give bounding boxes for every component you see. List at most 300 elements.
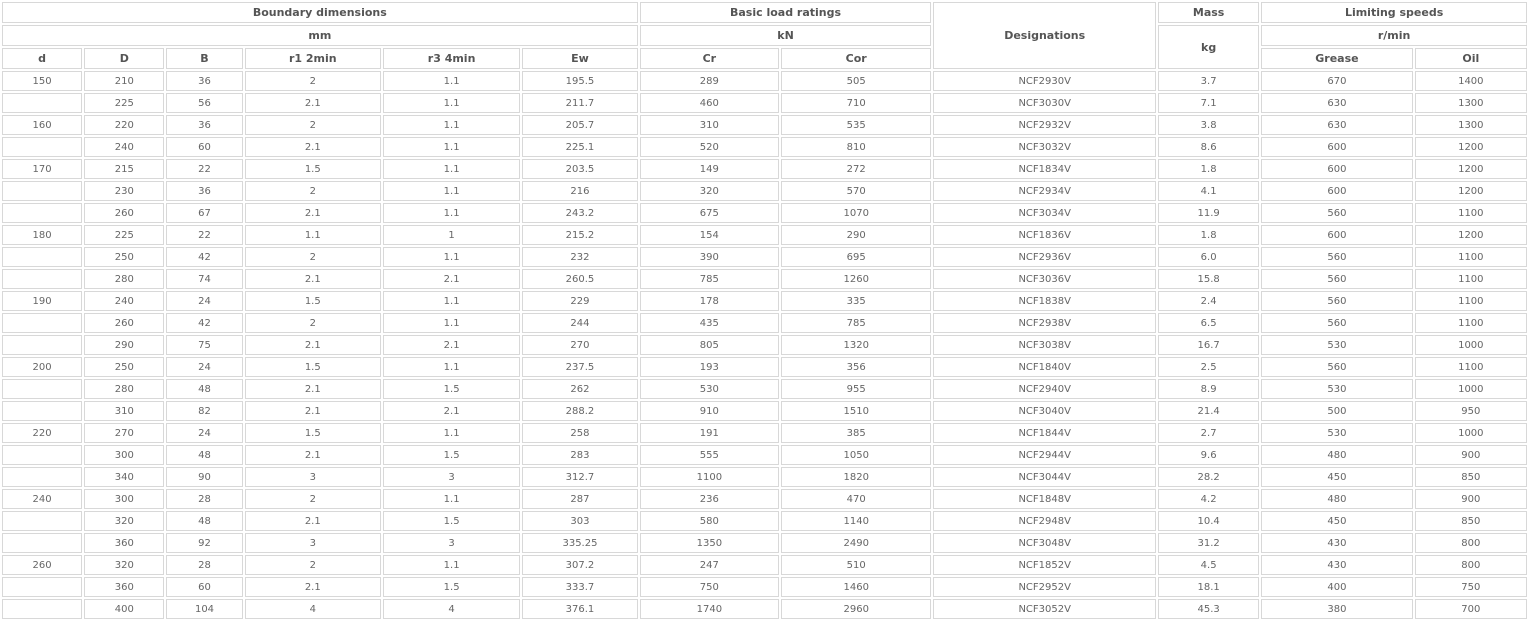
cell-oil: 800: [1415, 555, 1527, 575]
table-row: [2, 115, 1527, 135]
header-row-groups: [2, 2, 1527, 23]
cell-grease: 530: [1261, 423, 1412, 443]
cell-ew: 376.1: [522, 599, 637, 619]
cell-cor: 1260: [781, 269, 931, 289]
cell-d: 200: [2, 357, 82, 377]
cell-r1: 2: [245, 247, 381, 267]
cell-d: [2, 181, 82, 201]
cell-grease: 480: [1261, 445, 1412, 465]
table-row: [2, 489, 1527, 509]
cell-cr: 460: [640, 93, 779, 113]
cell-cor: 356: [781, 357, 931, 377]
cell-mass: 10.4: [1158, 511, 1259, 531]
table-row: [2, 93, 1527, 113]
table-row: [2, 181, 1527, 201]
cell-cor: 810: [781, 137, 931, 157]
cell-outer-d: 340: [84, 467, 164, 487]
cell-r3: 1.1: [383, 93, 520, 113]
cell-mass: 18.1: [1158, 577, 1259, 597]
cell-r3: 1.1: [383, 137, 520, 157]
cell-cor: 1140: [781, 511, 931, 531]
cell-ew: 270: [522, 335, 637, 355]
cell-oil: 1100: [1415, 247, 1527, 267]
cell-cr: 555: [640, 445, 779, 465]
cell-mass: 4.2: [1158, 489, 1259, 509]
column-header-ew: Ew: [522, 48, 637, 69]
cell-designation: NCF1836V: [933, 225, 1156, 245]
cell-r3: 1.5: [383, 577, 520, 597]
cell-grease: 530: [1261, 335, 1412, 355]
cell-oil: 1000: [1415, 379, 1527, 399]
cell-outer-d: 250: [84, 247, 164, 267]
cell-outer-d: 310: [84, 401, 164, 421]
cell-mass: 2.5: [1158, 357, 1259, 377]
cell-mass: 6.0: [1158, 247, 1259, 267]
cell-outer-d: 280: [84, 379, 164, 399]
cell-cr: 675: [640, 203, 779, 223]
cell-grease: 600: [1261, 225, 1412, 245]
cell-oil: 1000: [1415, 335, 1527, 355]
cell-b: 22: [166, 159, 242, 179]
cell-ew: 283: [522, 445, 637, 465]
cell-cr: 580: [640, 511, 779, 531]
cell-grease: 430: [1261, 555, 1412, 575]
cell-grease: 560: [1261, 291, 1412, 311]
cell-designation: NCF2932V: [933, 115, 1156, 135]
cell-d: [2, 511, 82, 531]
cell-r1: 2: [245, 71, 381, 91]
cell-oil: 1000: [1415, 423, 1527, 443]
cell-cor: 510: [781, 555, 931, 575]
cell-oil: 1100: [1415, 269, 1527, 289]
header-mass: Mass: [1158, 2, 1259, 23]
header-designations: Designations: [933, 2, 1156, 69]
cell-oil: 900: [1415, 445, 1527, 465]
cell-outer-d: 260: [84, 203, 164, 223]
cell-outer-d: 400: [84, 599, 164, 619]
cell-r1: 2.1: [245, 93, 381, 113]
cell-mass: 16.7: [1158, 335, 1259, 355]
cell-d: 260: [2, 555, 82, 575]
table-row: [2, 445, 1527, 465]
header-unit-mm: mm: [2, 25, 638, 46]
cell-oil: 800: [1415, 533, 1527, 553]
cell-ew: 237.5: [522, 357, 637, 377]
cell-mass: 11.9: [1158, 203, 1259, 223]
cell-d: [2, 599, 82, 619]
cell-d: [2, 269, 82, 289]
cell-mass: 9.6: [1158, 445, 1259, 465]
cell-outer-d: 230: [84, 181, 164, 201]
cell-ew: 303: [522, 511, 637, 531]
table-row: [2, 533, 1527, 553]
cell-b: 75: [166, 335, 242, 355]
cell-mass: 15.8: [1158, 269, 1259, 289]
table-row: [2, 247, 1527, 267]
cell-cor: 785: [781, 313, 931, 333]
cell-grease: 560: [1261, 357, 1412, 377]
cell-r3: 1.1: [383, 291, 520, 311]
cell-r3: 1.5: [383, 379, 520, 399]
cell-cr: 289: [640, 71, 779, 91]
cell-ew: 244: [522, 313, 637, 333]
cell-oil: 750: [1415, 577, 1527, 597]
column-header-grease: Grease: [1261, 48, 1412, 69]
cell-b: 48: [166, 379, 242, 399]
cell-outer-d: 240: [84, 291, 164, 311]
cell-mass: 4.5: [1158, 555, 1259, 575]
cell-outer-d: 220: [84, 115, 164, 135]
cell-grease: 600: [1261, 137, 1412, 157]
cell-r1: 1.5: [245, 159, 381, 179]
cell-cor: 505: [781, 71, 931, 91]
table-row: [2, 203, 1527, 223]
cell-r1: 1.5: [245, 357, 381, 377]
cell-d: [2, 247, 82, 267]
cell-cr: 750: [640, 577, 779, 597]
cell-oil: 850: [1415, 467, 1527, 487]
cell-d: [2, 467, 82, 487]
cell-designation: NCF3038V: [933, 335, 1156, 355]
cell-ew: 205.7: [522, 115, 637, 135]
cell-oil: 900: [1415, 489, 1527, 509]
header-basic-load-ratings: Basic load ratings: [640, 2, 932, 23]
cell-r3: 1.1: [383, 247, 520, 267]
column-header-oil: Oil: [1415, 48, 1527, 69]
cell-grease: 600: [1261, 159, 1412, 179]
cell-oil: 1200: [1415, 137, 1527, 157]
header-limiting-speeds: Limiting speeds: [1261, 2, 1527, 23]
cell-cor: 1460: [781, 577, 931, 597]
cell-d: 180: [2, 225, 82, 245]
cell-r3: 3: [383, 467, 520, 487]
cell-outer-d: 320: [84, 511, 164, 531]
cell-designation: NCF1834V: [933, 159, 1156, 179]
cell-r3: 1.1: [383, 181, 520, 201]
cell-designation: NCF2930V: [933, 71, 1156, 91]
cell-r3: 1.1: [383, 423, 520, 443]
header-boundary-dimensions: Boundary dimensions: [2, 2, 638, 23]
cell-oil: 1100: [1415, 203, 1527, 223]
cell-grease: 670: [1261, 71, 1412, 91]
cell-r3: 1: [383, 225, 520, 245]
cell-grease: 500: [1261, 401, 1412, 421]
cell-ew: 288.2: [522, 401, 637, 421]
cell-mass: 4.1: [1158, 181, 1259, 201]
cell-r3: 1.1: [383, 489, 520, 509]
cell-cr: 1350: [640, 533, 779, 553]
cell-ew: 195.5: [522, 71, 637, 91]
cell-mass: 1.8: [1158, 225, 1259, 245]
cell-mass: 31.2: [1158, 533, 1259, 553]
cell-designation: NCF2938V: [933, 313, 1156, 333]
cell-mass: 21.4: [1158, 401, 1259, 421]
cell-d: 170: [2, 159, 82, 179]
cell-designation: NCF2948V: [933, 511, 1156, 531]
cell-oil: 1100: [1415, 313, 1527, 333]
cell-grease: 400: [1261, 577, 1412, 597]
cell-grease: 630: [1261, 93, 1412, 113]
cell-cr: 154: [640, 225, 779, 245]
table-row: [2, 335, 1527, 355]
cell-r3: 2.1: [383, 335, 520, 355]
cell-d: [2, 93, 82, 113]
cell-cr: 178: [640, 291, 779, 311]
table-row: [2, 71, 1527, 91]
column-header-outer-d: D: [84, 48, 164, 69]
cell-outer-d: 290: [84, 335, 164, 355]
cell-d: [2, 379, 82, 399]
cell-r1: 2: [245, 115, 381, 135]
cell-oil: 1200: [1415, 181, 1527, 201]
column-header-r1: r1 2min: [245, 48, 381, 69]
cell-outer-d: 215: [84, 159, 164, 179]
cell-r3: 1.1: [383, 115, 520, 135]
cell-cr: 1740: [640, 599, 779, 619]
cell-grease: 630: [1261, 115, 1412, 135]
cell-d: [2, 137, 82, 157]
cell-cor: 290: [781, 225, 931, 245]
cell-b: 56: [166, 93, 242, 113]
cell-designation: NCF1848V: [933, 489, 1156, 509]
cell-r3: 1.1: [383, 555, 520, 575]
cell-oil: 1300: [1415, 115, 1527, 135]
cell-cor: 695: [781, 247, 931, 267]
header-row-units: [2, 25, 1527, 46]
cell-cor: 1510: [781, 401, 931, 421]
cell-designation: NCF2952V: [933, 577, 1156, 597]
cell-oil: 1400: [1415, 71, 1527, 91]
cell-grease: 530: [1261, 379, 1412, 399]
cell-grease: 560: [1261, 313, 1412, 333]
cell-r3: 1.1: [383, 159, 520, 179]
cell-r3: 1.1: [383, 203, 520, 223]
cell-r1: 2.1: [245, 577, 381, 597]
table-row: [2, 379, 1527, 399]
table-row: [2, 467, 1527, 487]
cell-d: [2, 533, 82, 553]
cell-b: 24: [166, 423, 242, 443]
cell-mass: 8.9: [1158, 379, 1259, 399]
cell-r3: 2.1: [383, 269, 520, 289]
cell-b: 67: [166, 203, 242, 223]
cell-ew: 287: [522, 489, 637, 509]
cell-r3: 4: [383, 599, 520, 619]
cell-r1: 2.1: [245, 203, 381, 223]
cell-r1: 2.1: [245, 401, 381, 421]
cell-outer-d: 360: [84, 533, 164, 553]
cell-ew: 312.7: [522, 467, 637, 487]
table-row: [2, 225, 1527, 245]
cell-b: 82: [166, 401, 242, 421]
cell-ew: 211.7: [522, 93, 637, 113]
cell-r3: 2.1: [383, 401, 520, 421]
cell-cor: 2960: [781, 599, 931, 619]
cell-mass: 3.7: [1158, 71, 1259, 91]
cell-outer-d: 280: [84, 269, 164, 289]
cell-r1: 4: [245, 599, 381, 619]
header-unit-kn: kN: [640, 25, 932, 46]
cell-ew: 243.2: [522, 203, 637, 223]
cell-outer-d: 225: [84, 225, 164, 245]
column-header-d: d: [2, 48, 82, 69]
cell-r1: 2.1: [245, 269, 381, 289]
cell-cr: 530: [640, 379, 779, 399]
cell-b: 48: [166, 445, 242, 465]
cell-ew: 335.25: [522, 533, 637, 553]
cell-mass: 2.7: [1158, 423, 1259, 443]
table-row: [2, 269, 1527, 289]
cell-outer-d: 250: [84, 357, 164, 377]
cell-designation: NCF2940V: [933, 379, 1156, 399]
table-row: [2, 555, 1527, 575]
cell-mass: 2.4: [1158, 291, 1259, 311]
cell-grease: 560: [1261, 247, 1412, 267]
cell-r1: 2.1: [245, 445, 381, 465]
cell-designation: NCF3048V: [933, 533, 1156, 553]
cell-cor: 1050: [781, 445, 931, 465]
cell-b: 36: [166, 181, 242, 201]
cell-ew: 229: [522, 291, 637, 311]
cell-d: [2, 401, 82, 421]
cell-designation: NCF3034V: [933, 203, 1156, 223]
cell-b: 74: [166, 269, 242, 289]
header-unit-kg: kg: [1158, 25, 1259, 69]
cell-oil: 1100: [1415, 357, 1527, 377]
cell-mass: 8.6: [1158, 137, 1259, 157]
cell-r1: 1.5: [245, 291, 381, 311]
table-row: [2, 577, 1527, 597]
cell-outer-d: 300: [84, 445, 164, 465]
cell-designation: NCF1852V: [933, 555, 1156, 575]
cell-designation: NCF3044V: [933, 467, 1156, 487]
cell-grease: 600: [1261, 181, 1412, 201]
cell-ew: 262: [522, 379, 637, 399]
cell-d: 240: [2, 489, 82, 509]
cell-designation: NCF2936V: [933, 247, 1156, 267]
cell-d: 150: [2, 71, 82, 91]
cell-b: 28: [166, 489, 242, 509]
cell-ew: 260.5: [522, 269, 637, 289]
cell-b: 36: [166, 115, 242, 135]
cell-b: 22: [166, 225, 242, 245]
cell-d: 160: [2, 115, 82, 135]
cell-designation: NCF1844V: [933, 423, 1156, 443]
cell-b: 24: [166, 291, 242, 311]
cell-r3: 1.1: [383, 357, 520, 377]
cell-r3: 1.1: [383, 71, 520, 91]
cell-oil: 850: [1415, 511, 1527, 531]
table-row: [2, 291, 1527, 311]
cell-mass: 6.5: [1158, 313, 1259, 333]
cell-grease: 480: [1261, 489, 1412, 509]
cell-cr: 1100: [640, 467, 779, 487]
cell-designation: NCF1838V: [933, 291, 1156, 311]
cell-ew: 216: [522, 181, 637, 201]
cell-b: 42: [166, 247, 242, 267]
cell-outer-d: 260: [84, 313, 164, 333]
cell-outer-d: 225: [84, 93, 164, 113]
cell-outer-d: 320: [84, 555, 164, 575]
cell-mass: 7.1: [1158, 93, 1259, 113]
cell-d: 190: [2, 291, 82, 311]
table-row: [2, 401, 1527, 421]
cell-cor: 710: [781, 93, 931, 113]
cell-oil: 1200: [1415, 159, 1527, 179]
cell-oil: 1100: [1415, 291, 1527, 311]
cell-b: 60: [166, 137, 242, 157]
cell-ew: 232: [522, 247, 637, 267]
cell-r1: 2.1: [245, 137, 381, 157]
cell-cr: 520: [640, 137, 779, 157]
cell-cr: 247: [640, 555, 779, 575]
cell-oil: 1300: [1415, 93, 1527, 113]
cell-cor: 2490: [781, 533, 931, 553]
cell-designation: NCF3032V: [933, 137, 1156, 157]
cell-r1: 2: [245, 313, 381, 333]
cell-cor: 955: [781, 379, 931, 399]
cell-cor: 1820: [781, 467, 931, 487]
cell-ew: 307.2: [522, 555, 637, 575]
table-row: [2, 357, 1527, 377]
cell-r3: 3: [383, 533, 520, 553]
cell-r1: 2: [245, 181, 381, 201]
cell-outer-d: 240: [84, 137, 164, 157]
cell-outer-d: 210: [84, 71, 164, 91]
cell-r1: 2.1: [245, 335, 381, 355]
cell-cr: 390: [640, 247, 779, 267]
cell-b: 48: [166, 511, 242, 531]
cell-b: 28: [166, 555, 242, 575]
cell-cor: 335: [781, 291, 931, 311]
cell-outer-d: 300: [84, 489, 164, 509]
cell-designation: NCF3040V: [933, 401, 1156, 421]
cell-b: 104: [166, 599, 242, 619]
column-header-b: B: [166, 48, 242, 69]
cell-outer-d: 270: [84, 423, 164, 443]
table-row: [2, 423, 1527, 443]
table-body: [2, 71, 1527, 619]
table-row: [2, 511, 1527, 531]
cell-designation: NCF1840V: [933, 357, 1156, 377]
cell-d: [2, 313, 82, 333]
cell-cor: 570: [781, 181, 931, 201]
cell-b: 60: [166, 577, 242, 597]
cell-r1: 3: [245, 533, 381, 553]
cell-cor: 535: [781, 115, 931, 135]
cell-mass: 1.8: [1158, 159, 1259, 179]
cell-oil: 700: [1415, 599, 1527, 619]
cell-cor: 1070: [781, 203, 931, 223]
cell-outer-d: 360: [84, 577, 164, 597]
header-unit-rmin: r/min: [1261, 25, 1527, 46]
cell-r1: 2: [245, 489, 381, 509]
cell-b: 92: [166, 533, 242, 553]
cell-designation: NCF2944V: [933, 445, 1156, 465]
cell-cr: 193: [640, 357, 779, 377]
cell-cr: 785: [640, 269, 779, 289]
cell-ew: 225.1: [522, 137, 637, 157]
cell-grease: 450: [1261, 467, 1412, 487]
cell-r1: 1.1: [245, 225, 381, 245]
cell-cor: 272: [781, 159, 931, 179]
cell-oil: 1200: [1415, 225, 1527, 245]
cell-mass: 28.2: [1158, 467, 1259, 487]
cell-ew: 215.2: [522, 225, 637, 245]
header-row-columns: [2, 48, 1527, 69]
column-header-r3: r3 4min: [383, 48, 520, 69]
cell-ew: 333.7: [522, 577, 637, 597]
